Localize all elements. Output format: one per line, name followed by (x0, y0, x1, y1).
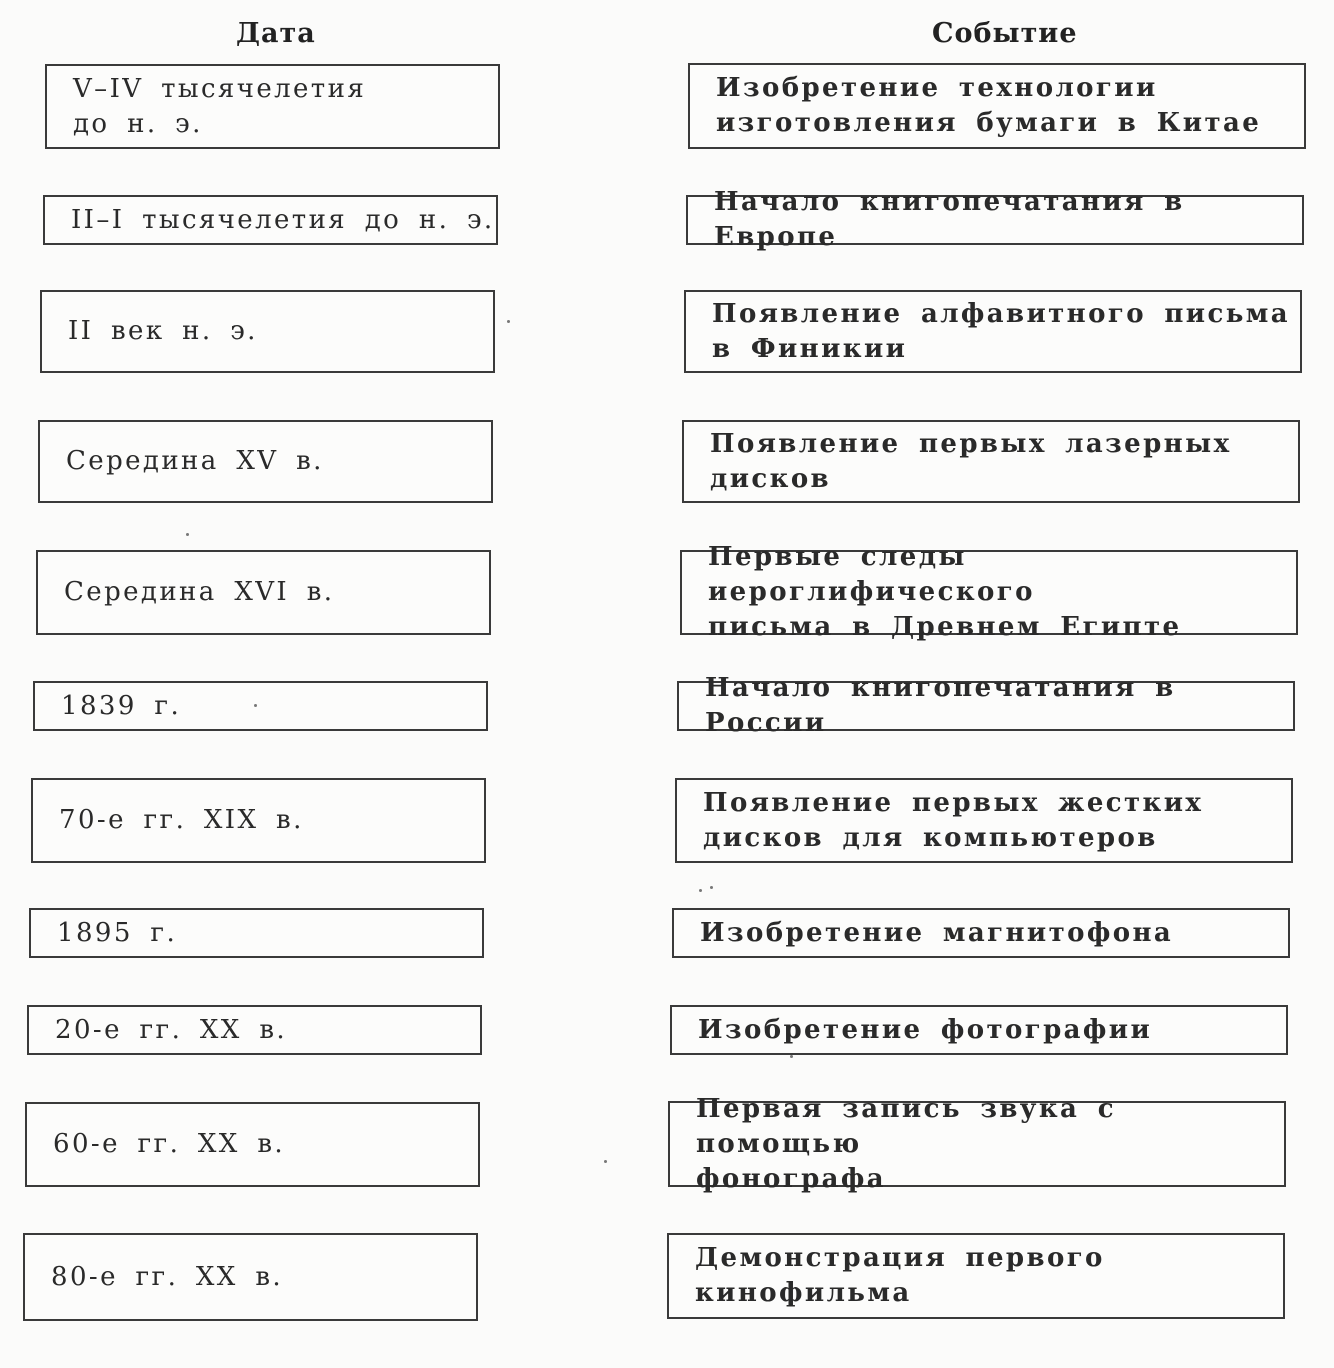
date-box[interactable] (25, 1102, 480, 1187)
event-text: Появление алфавитного письма в Финикии (712, 298, 1291, 364)
event-text: Первые следы иероглифического письма в Древнем Египте (708, 542, 1182, 642)
date-box[interactable] (45, 64, 500, 149)
date-box[interactable] (38, 420, 493, 503)
event-box[interactable] (670, 1005, 1288, 1055)
date-text: II–I тысячелетия до н. э. (71, 204, 495, 235)
scan-speck (604, 1160, 607, 1163)
event-text: Начало книгопечатания в Европе (714, 187, 1185, 252)
date-text: 80-е гг. XX в. (51, 1261, 284, 1292)
event-box[interactable] (667, 1233, 1285, 1319)
event-box[interactable] (672, 908, 1290, 958)
event-text: Начало книгопечатания в России (705, 673, 1176, 738)
event-box[interactable] (677, 673, 1295, 738)
scan-speck (186, 533, 189, 536)
event-text: Появление первых жестких дисков для компьютеров (703, 787, 1204, 853)
date-column-header: Дата (236, 18, 316, 49)
date-box[interactable] (43, 195, 498, 245)
scan-speck (254, 704, 257, 707)
date-text: 1895 г. (57, 917, 178, 948)
event-box[interactable] (684, 290, 1302, 373)
event-text: Изобретение технологии изготовления бумаги в Китае (716, 73, 1262, 138)
date-text: 20-е гг. XX в. (55, 1014, 288, 1045)
date-text: Середина XVI в. (64, 577, 335, 607)
date-box[interactable] (33, 681, 488, 731)
event-box[interactable] (688, 63, 1306, 149)
date-text: 1839 г. (61, 690, 182, 721)
date-box[interactable] (23, 1233, 478, 1321)
event-box[interactable] (682, 420, 1300, 503)
event-text: Демонстрация первого кинофильма (695, 1243, 1105, 1308)
date-text: 60-е гг. XX в. (53, 1129, 286, 1159)
date-text: V–IV тысячелетия до н. э. (73, 73, 367, 139)
event-box[interactable] (675, 778, 1293, 863)
event-column-header: Событие (932, 18, 1078, 49)
date-box[interactable] (36, 550, 491, 635)
date-box[interactable] (29, 908, 484, 958)
event-box[interactable] (668, 1093, 1286, 1194)
event-box[interactable] (680, 542, 1298, 642)
date-box[interactable] (31, 778, 486, 863)
scan-speck (507, 320, 510, 323)
date-box[interactable] (27, 1005, 482, 1055)
scan-speck (710, 886, 713, 889)
event-text: Изобретение фотографии (698, 1014, 1153, 1045)
date-text: Середина XV в. (66, 446, 324, 476)
scan-speck (699, 889, 702, 892)
event-box[interactable] (686, 187, 1304, 252)
event-text: Появление первых лазерных дисков (710, 428, 1232, 494)
event-text: Изобретение магнитофона (700, 917, 1174, 948)
date-text: II век н. э. (68, 316, 258, 346)
scan-speck (790, 1055, 793, 1058)
event-text: Первая запись звука с помощью фонографа (696, 1093, 1116, 1194)
date-box[interactable] (40, 290, 495, 373)
date-text: 70-е гг. XIX в. (59, 805, 304, 835)
